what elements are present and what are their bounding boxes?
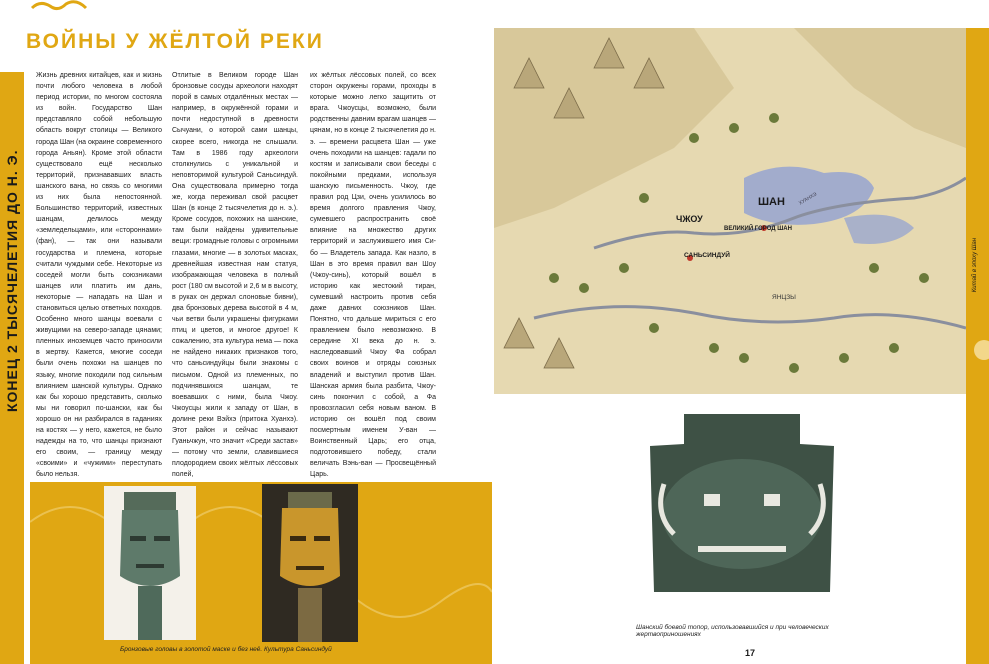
bronze-head-photo xyxy=(104,486,196,640)
cloud-ornament-top-left xyxy=(30,0,90,16)
axe-caption: Шанский боевой топор, использовавшийся и при человеческих жертвоприношениях xyxy=(636,624,829,638)
map-label-sanxingdui: САНЬСИНДУЙ xyxy=(684,252,730,259)
text-column-1: Жизнь древних китайцев, как и жизнь почти любого человека в любой период истории, по многом состояла из войн. Государство Шан представляло собой небольшую область вокруг столицы — Великого города Шан (на окраине современного города Аньян). Кроме этой области существовало ещё несколько территорий, признававших власть шанского вана, но связь со многими из них была непостоянной. Большинство территорий, известных шанцам, делилось между «земледельцами», или «стороннами» (фан), — так они называли государства и племена, которые считали чуждыми себе. Некоторые из соседей могли быть союзниками шанцев или платить им дань, некоторые — нападать на Шан и становиться целью ответных походов. Особенно много шанцы воевали с живущими на северо-западе цянами; пленных иноземцев часто приносили в жертву. Кажется, многие соседи были очень похожи на шанцев по языку, многие походили под сильным влиянием шанской культуры. Однако как бы хорошо представить, сколько мы ни говорил по-шански, как бы хорошо он ни разбирался в гаданиях на костях — у него, кажется, не было надежды на то, что шанцы признают его своим, — границу между «своими» и «чужими» переступать было нельзя. xyxy=(36,72,162,479)
gold-mask-head-photo xyxy=(262,484,358,642)
side-band xyxy=(0,72,24,664)
map-label-great-city: ВЕЛИКИЙ ГОРОД ШАН xyxy=(724,226,792,232)
heads-caption: Бронзовые головы в золотой маске и без неё. Культура Саньсиндуй xyxy=(120,646,332,653)
page-title: ВОЙНЫ У ЖЁЛТОЙ РЕКИ xyxy=(26,30,324,53)
map-label-zhou: ЧЖОУ xyxy=(676,214,703,224)
bronze-axe-photo xyxy=(634,414,850,594)
photo-band xyxy=(30,482,492,664)
map-shang-china xyxy=(494,28,966,394)
map-label-yangtze: ЯНЦЗЫ xyxy=(772,294,796,301)
map-label-huanghe: ХУАНХЭ xyxy=(797,191,819,207)
side-title: КОНЕЦ 2 ТЫСЯЧЕЛЕТИЯ ДО Н. Э. xyxy=(4,149,20,412)
text-column-2: Отлитые в Великом городе Шан бронзовые сосуды археологи находят порой в самых отдалённых местах — например, в окружённой горами и почти недоступной в древности Сычуани, о которой сами шанцы, скорее всего, никогда не слышали. Там в 1986 году археологи столкнулись с уникальной и неповторимой культурой Саньсиндуй. Она существовала примерно тогда же, когда переживал свой расцвет Шан (в конце 2 тысячелетия до н. э.). Кроме сосудов, похожих на шанские, там были найдены удивительные вещи: громадные головы с огромными глазами, многие — в золотых масках, древнейшая известная нам статуя, изображающая человека в полный рост (180 см высотой и 2,6 м в высоту, в руках он держал слоновые бивни), два бронзовых дерева высотой в 4 м, чьи ветви были украшены фигурками птиц и цветов, и многое другое! К сожалению, эта культура нема — пока не найдено никаких признаков того, что саньсиндуйцы были знакомы с письмом. Одной из племенных, по подчинявшихся шанцам, те воевавших с ними, была Чжоу. Чжоусцы жили к западу от Шан, в долине реки Вэйхэ (притока Хуанхэ). Этот район и сейчас называют Гуаньчжун, что значит «Среди застав» — потому что земли, славившиеся плодородием своих жёлтых лёссовых полей, xyxy=(172,72,298,479)
text-column-3: их жёлтых лёссовых полей, со всех сторон окружены горами, проходы в которые можно легко защитить от врага. Чжоусцы, возможно, были родственны давним врагам шанцев — цянам, но в конце 2 тысячелетия до н. э. — времени расцвета Шан — уже очень походили на шанцев: гадали по костям и записывали свои беседы с покойными предками, используя шанскую письменность. Чжоу, где правил род Цзи, очень усилилось во время долгого правления Чжоу, сумевшего распространить своё влияние на множество других территорий и заслужившего имя Си-бо — Владетель запада. Как назло, в Шан в это время правил ван Шоу (Чжоу-синь), который вошёл в историю как жестокий тиран, сумевший настроить против себя даже давних союзников Шан. Понятно, что дальше мириться с его правлением было невозможно. В середине XI века до н. э. наследовавший Чжоу Фа собрал своих воинов и отряды союзных владений и выступил против Шан. Шанская армия была разбита, Чжоу-синь покончил с собой, а Фа провозгласил себя новым ваном. В историю он вошёл под своим посмертным именем У-ван — Воинственный Царь; его отца, подготовившего победу, стали величать Вэнь-ван — Просвещённый Царь. xyxy=(310,72,436,479)
map-label-shang: ШАН xyxy=(758,196,785,208)
right-side-caption: Китай в эпоху Шан xyxy=(972,238,978,293)
page-number: 17 xyxy=(745,648,756,658)
cloud-ornament-right xyxy=(970,330,989,370)
